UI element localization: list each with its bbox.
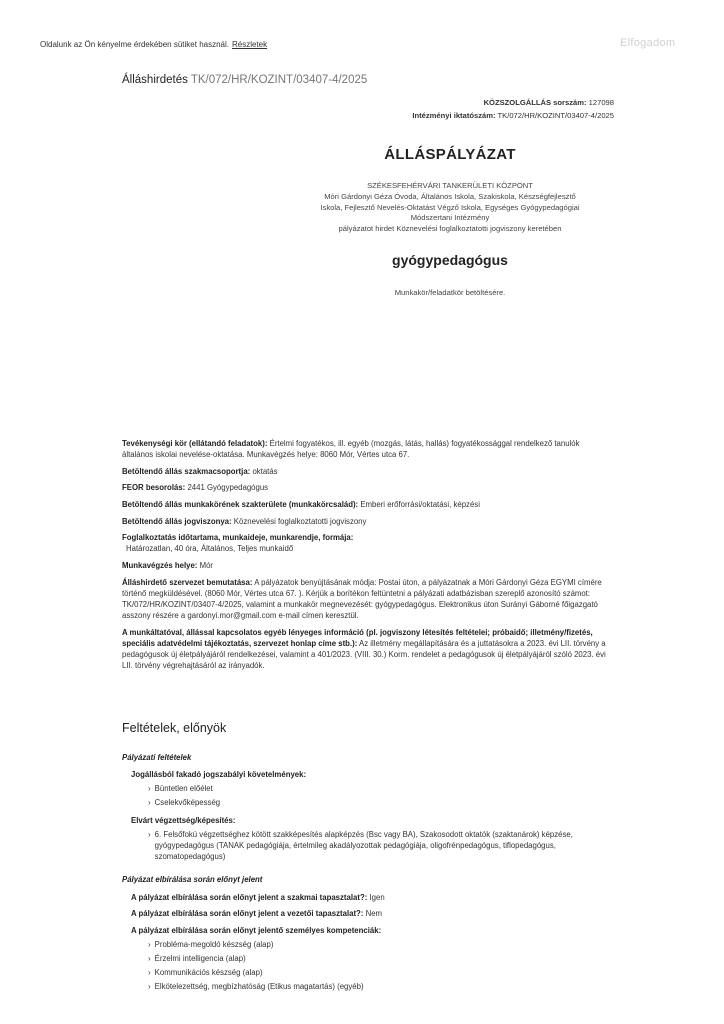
detail-value: Emberi erőforrási/oktatási, képzési [360,499,480,509]
cookie-accept-button[interactable]: Elfogadom [620,37,676,49]
detail-activity [122,438,612,460]
pref-professional [122,892,612,903]
chevron-right-icon: › [148,940,151,950]
detail-label: Betöltendő állás szakmacsoportja: [122,466,251,476]
job-details [122,438,612,677]
list-item-text: Büntetlen előélet [154,784,213,794]
legal-requirements-label: Jogállásból fakadó jogszabályi követelmények: [131,770,307,780]
detail-value: Értelmi fogyatékos, ill. egyéb (mozgás, látás, hallás) fogyatékossággal rendelkező tanulók általános iskolai nevelése-oktatása. Munkavégzés helye: 8060 Mór, Vértes utca 67. [122,439,580,460]
detail-label: Munkavégzés helye: [122,560,198,570]
org-line: Iskola, Fejlesztő Nevelés-Oktatást Végző Iskola, Egységes Gyógypedagógiai [320,202,580,212]
education-label: Elvárt végzettség/képesítés: [131,815,236,825]
list-item-text: Elkötelezettség, megbízhatóság (Etikus magatartás) (egyéb) [154,982,364,992]
pref-value: Igen [369,892,385,902]
detail-label: FEOR besorolás: [122,483,186,493]
list-item-text: Cselekvőképesség [154,798,221,808]
cookie-notice [40,40,267,49]
page-title-ref: TK/072/HR/KOZINT/03407-4/2025 [190,74,368,86]
requirements-heading: Pályázati feltételek [122,753,192,762]
detail-place [122,560,612,571]
chevron-right-icon: › [148,829,151,839]
detail-label: Tevékenységi kör (ellátandó feladatok): [122,439,268,448]
detail-label: Foglalkoztatás időtartama, munkaideje, munkarendje, formája: [122,533,354,543]
detail-value: 2441 Gyógypedagógus [187,483,269,493]
cookie-bar [0,0,724,64]
detail-other [122,627,612,672]
conditions-section-title: Feltételek, előnyök [122,721,227,735]
list-item [122,967,612,978]
detail-value: oktatás [252,466,278,476]
position-title: gyógypedagógus [392,252,508,268]
detail-value: Az illetmény megállapítására és a juttatásokra a 2023. évi LII. törvény a pedagógusok új életpályájáról rendelkezései, valamint a 401/2023. (VIII. 30.) Korm. rendelet a pedagógusok új életpályájáról szóló 2023. évi LII. törvény végrehajtásáról az irányadók. [122,638,606,671]
detail-label: Betöltendő állás jogviszonya: [122,516,232,526]
detail-label: Álláshirdető szervezet bemutatása: [122,577,253,587]
detail-label: Betöltendő állás munkakörének szakterülete (munkakörcsalád): [122,499,359,509]
pref-label: A pályázat elbírálása során előnyt jelent a szakmai tapasztalat?: [131,892,368,902]
list-item [122,797,612,808]
detail-area [122,499,612,510]
page-title [122,74,367,86]
filing-value: TK/072/HR/KOZINT/03407-4/2025 [497,111,614,120]
chevron-right-icon: › [148,954,151,964]
detail-value: Köznevelési foglalkoztatotti jogviszony [233,516,367,526]
list-item [122,953,612,964]
list-item-text: Érzelmi intelligencia (alap) [154,954,246,964]
list-item-text: Probléma-megoldó készség (alap) [154,940,274,950]
list-item [122,981,612,992]
detail-value: Határozatlan, 40 óra, Általános, Teljes munkaidő [126,544,294,554]
org-line: pályázatot hirdet Köznevelési foglalkoztatotti jogviszony keretében [338,224,562,234]
org-line: Móri Gárdonyi Géza Óvoda, Általános Iskola, Szakiskola, Készségfejlesztő [324,191,576,201]
preferences-heading: Pályázat elbírálása során előnyt jelent [122,875,263,885]
org-line: SZÉKESFEHÉRVÁRI TANKERÜLETI KÖZPONT [367,181,533,190]
list-item [122,939,612,950]
chevron-right-icon: › [148,982,151,992]
competencies-label: A pályázat elbírálása során előnyt jelentő személyes kompetenciák: [131,926,382,936]
detail-feor [122,482,612,493]
conditions-block [122,752,612,995]
cookie-notice-text: Oldalunk az Ön kényelme érdekében sütiket használ. [40,40,229,49]
detail-employment [122,532,612,554]
filing-label: Intézményi iktatószám: [412,111,496,120]
page-title-prefix: Álláshirdetés [122,74,188,86]
filing-number [412,111,614,120]
detail-group [122,466,612,477]
pref-leadership [122,908,612,919]
detail-value: A pályázatok benyújtásának módja: Postai úton, a pályázatnak a Móri Gárdonyi Géza EGYMI címére történő megküldésével. (8060 Mór, Vértes utca 67. ). Kérjük a borítékon feltüntetni a pályázati adatbázisban szereplő azonosító számot: TK/072/HR/KOZINT/03407-4/2025, valamint a munkakör megnevezését: gyógypedagógus. Elektronikus úton Surányi Gáborné főigazgató asszony részére a gardonyi.mor@gmail.com e-mail címen keresztül. [122,577,602,621]
pref-value: Nem [365,909,383,919]
document-heading: ÁLLÁSPÁLYÁZAT [384,146,516,163]
detail-legal [122,516,612,527]
detail-value: Mór [199,560,214,570]
chevron-right-icon: › [148,784,151,794]
position-subtitle: Munkakör/feladatkör betöltésére. [394,288,506,297]
list-item-text: 6. Felsőfokú végzettséghez kötött szakképesítés alapképzés (Bsc vagy BA), Szakosodott oktatók (szaktanárok) képzése, gyógypedagógus (TANAK pedagógiája, értelmileg akadályozottak pedagógiája, oligofrénpedagógus, tiflopedagógus, szomatopedagógus) [154,829,573,862]
pref-label: A pályázat elbírálása során előnyt jelent a vezetői tapasztalat?: [131,909,364,919]
serial-label: KÖZSZOLGÁLLÁS sorszám: [483,98,587,107]
detail-intro [122,577,612,622]
chevron-right-icon: › [148,798,151,808]
chevron-right-icon: › [148,968,151,978]
serial-value: 127098 [588,98,614,107]
cookie-details-link[interactable]: Részletek [232,40,268,49]
org-line: Módszertani Intézmény [410,213,490,223]
organization-block [280,181,620,235]
list-item-text: Kommunikációs készség (alap) [154,968,263,978]
serial-number [484,98,614,107]
detail-label: A munkáltatóval, állással kapcsolatos egyéb lényeges információ (pl. jogviszony létesítés feltételei; próbaidő; illetmény/fizetés, speciális adatvédelmi tájékoztatás, szervezet honlap címe stb.): [122,627,593,648]
list-item [122,783,612,794]
list-item [122,829,612,863]
